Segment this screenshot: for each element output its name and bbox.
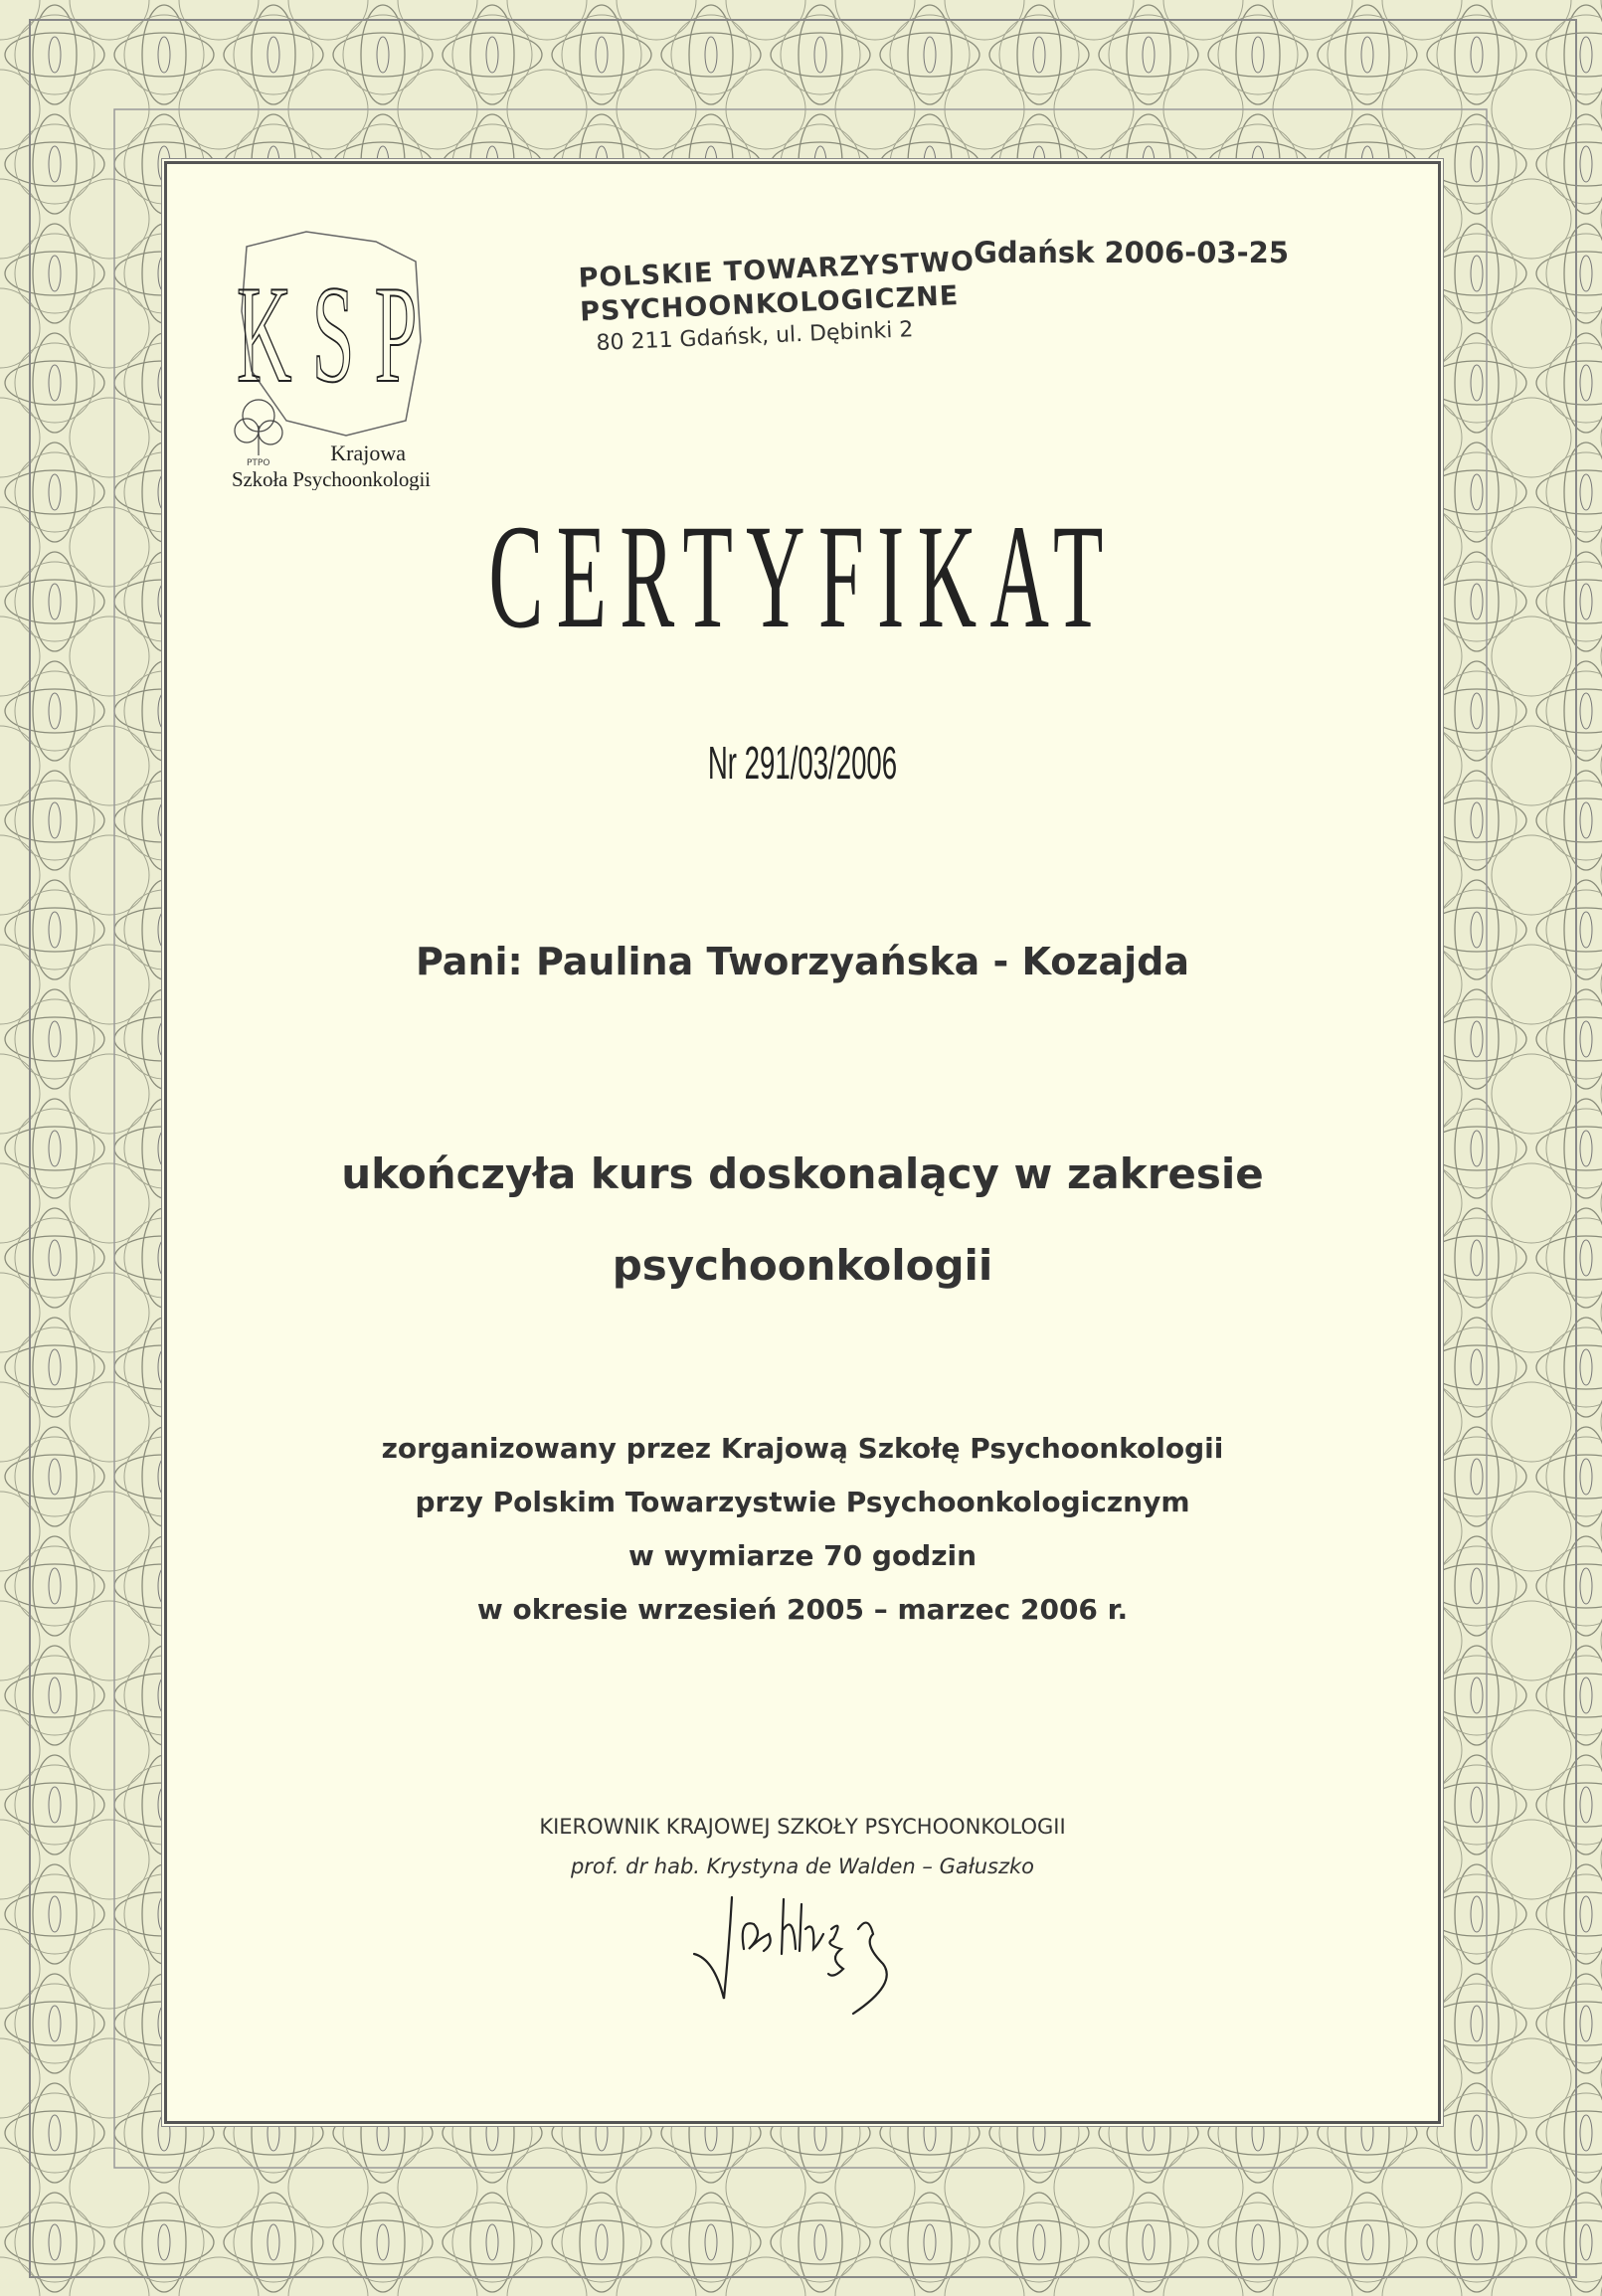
- course-details: zorganizowany przez Krajową Szkołę Psychoonkologii przy Polskim Towarzystwie Psychoonkologicznym w wymiarze 70 godzin w okresie wrzesień 2005 – marzec 2006 r.: [381, 1432, 1224, 1626]
- handwritten-signature: [684, 1889, 943, 2019]
- certificate-title: CERTYFIKAT: [488, 494, 1117, 659]
- signatory-role: KIEROWNIK KRAJOWEJ SZKOŁY PSYCHOONKOLOGII: [539, 1815, 1066, 1839]
- svg-text:KSP: KSP: [236, 258, 418, 412]
- certificate-number: Nr 291/03/2006: [707, 737, 898, 789]
- certificate-panel: [164, 161, 1441, 2124]
- svg-text:Szkoła Psychoonkologii: Szkoła Psychoonkologii: [232, 467, 431, 490]
- recipient-name: Pani: Paulina Tworzyańska - Kozajda: [415, 940, 1190, 983]
- svg-text:PTPO: PTPO: [247, 458, 270, 468]
- svg-text:Krajowa: Krajowa: [330, 441, 406, 465]
- signatory-name: prof. dr hab. Krystyna de Walden – Gałuszko: [570, 1854, 1035, 1878]
- ksp-logo: [227, 222, 445, 490]
- society-stamp: POLSKIE TOWARZYSTWO PSYCHOONKOLOGICZNE 80 211 Gdańsk, ul. Dębinki 2: [578, 246, 976, 356]
- course-description: ukończyła kurs doskonalący w zakresie psychoonkologii: [341, 1149, 1264, 1290]
- issue-date: Gdańsk 2006-03-25: [974, 236, 1289, 269]
